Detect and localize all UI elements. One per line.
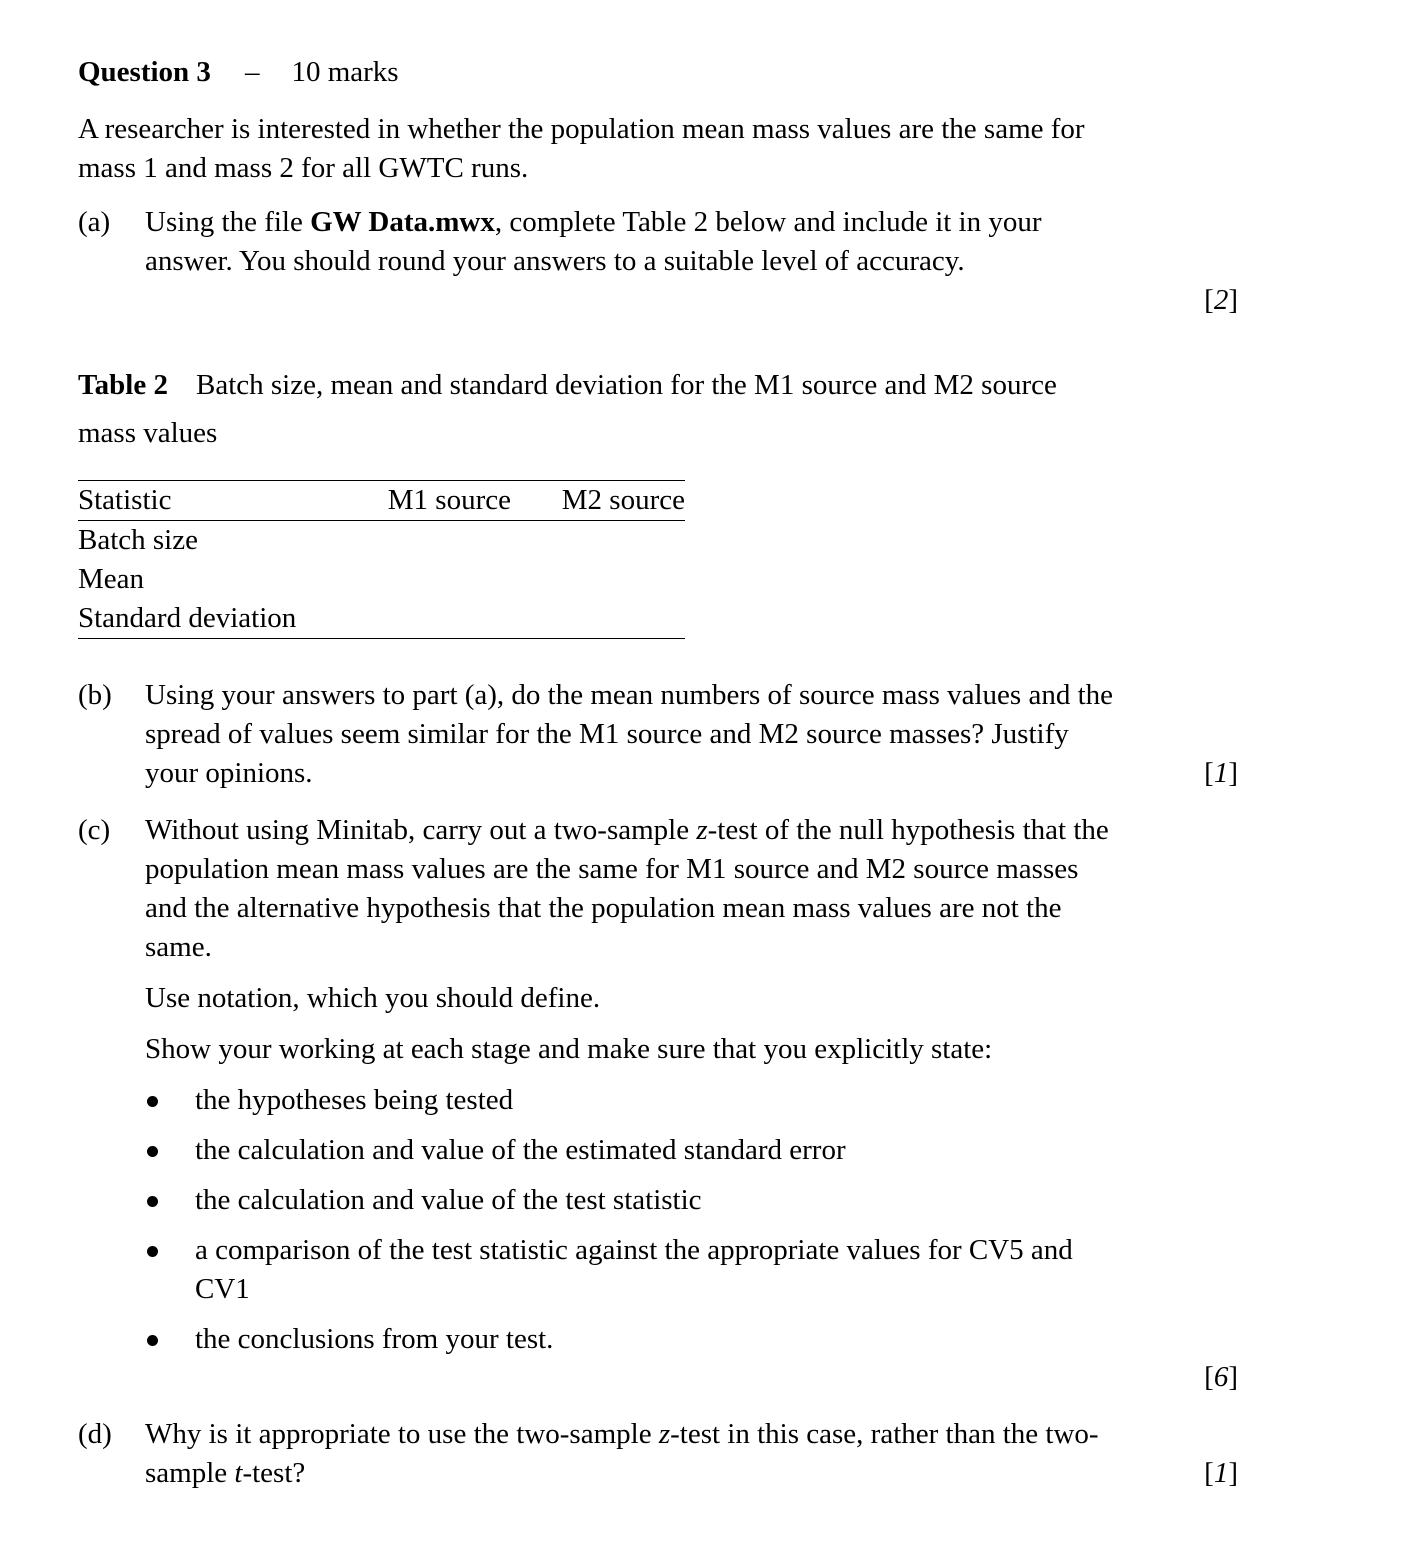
- part-c-label: (c): [78, 814, 111, 846]
- bullet-icon: [147, 1146, 158, 1157]
- header-statistic: Statistic: [78, 481, 331, 521]
- cell-sd-m1: [331, 599, 545, 639]
- part-d-marks: [1]: [1204, 1457, 1238, 1489]
- part-c-paragraph-2: Use notation, which you should define.: [145, 982, 601, 1014]
- bullet-icon: [147, 1096, 158, 1107]
- part-c-body: [145, 811, 1120, 1359]
- table-caption-text: Batch size, mean and standard deviation for the M1 source and M2 source mass values: [78, 369, 1057, 449]
- bullet-icon: [147, 1246, 158, 1257]
- part-d-text: Why is it appropriate to use the two-sample z-test in this case, rather than the two-sample t-test?: [145, 1418, 1099, 1489]
- part-c-marks: [6]: [1204, 1361, 1238, 1393]
- part-c-paragraph-1: Without using Minitab, carry out a two-sample z-test of the null hypothesis that the population mean mass values are the same for M1 source and M2 source masses and the alternative hypothesis that the population mean mass values are not the same.: [145, 814, 1109, 963]
- table-header-row: [78, 481, 685, 521]
- question-intro: A researcher is interested in whether the population mean mass values are the same for mass 1 and mass 2 for all GWTC runs.: [78, 113, 1085, 184]
- part-a: [78, 203, 1238, 316]
- part-a-text-after: , complete Table 2 below and include it in your answer. You should round your answers to a suitable level of accuracy.: [145, 206, 1042, 277]
- bullet-icon: [147, 1196, 158, 1207]
- part-c-paragraph-3: Show your working at each stage and make sure that you explicitly state:: [145, 1033, 993, 1065]
- part-a-text: [145, 203, 1120, 281]
- list-item: the hypotheses being tested: [145, 1081, 1120, 1120]
- row-label-standard-deviation: Standard deviation: [78, 599, 331, 639]
- part-c-bullet-list: [145, 1081, 1120, 1359]
- list-item: the calculation and value of the estimated standard error: [145, 1131, 1120, 1170]
- table-row: [78, 599, 685, 639]
- header-m2-source: M2 source: [545, 481, 685, 521]
- statistics-table: [78, 480, 685, 639]
- cell-batch-size-m1: [331, 521, 545, 561]
- list-item: the calculation and value of the test statistic: [145, 1181, 1120, 1220]
- question-heading: [78, 53, 399, 92]
- table-row: [78, 560, 685, 599]
- row-label-mean: Mean: [78, 563, 145, 595]
- question-total-marks: 10 marks: [291, 56, 399, 88]
- part-b: [78, 676, 1238, 793]
- file-name: GW Data.mwx: [310, 206, 495, 238]
- row-label-batch-size: Batch size: [78, 524, 198, 556]
- cell-batch-size-m2: [545, 521, 685, 561]
- cell-mean-m2: [545, 560, 685, 599]
- table-row: [78, 521, 685, 561]
- part-b-text: Using your answers to part (a), do the mean numbers of source mass values and the spread of values seem similar for the M1 source and M2 source masses? Justify your opinions.: [145, 679, 1114, 789]
- part-a-text-before: Using the file: [145, 206, 311, 238]
- header-m1-source: M1 source: [331, 481, 545, 521]
- table-caption-label: Table 2: [78, 369, 168, 401]
- cell-sd-m2: [545, 599, 685, 639]
- list-item: a comparison of the test statistic against the appropriate values for CV5 and CV1: [145, 1231, 1120, 1309]
- part-a-label: (a): [78, 206, 111, 238]
- list-item: the conclusions from your test.: [145, 1320, 1120, 1359]
- part-d: [78, 1415, 1238, 1493]
- cell-mean-m1: [331, 560, 545, 599]
- part-c: [78, 811, 1238, 1393]
- part-a-marks: [2]: [1204, 284, 1238, 316]
- part-b-label: (b): [78, 679, 112, 711]
- table-caption: [78, 361, 1108, 457]
- part-b-marks: [1]: [1204, 757, 1238, 789]
- part-d-label: (d): [78, 1418, 112, 1450]
- heading-dash: –: [244, 56, 260, 88]
- question-title: Question 3: [78, 56, 211, 88]
- bullet-icon: [147, 1335, 158, 1346]
